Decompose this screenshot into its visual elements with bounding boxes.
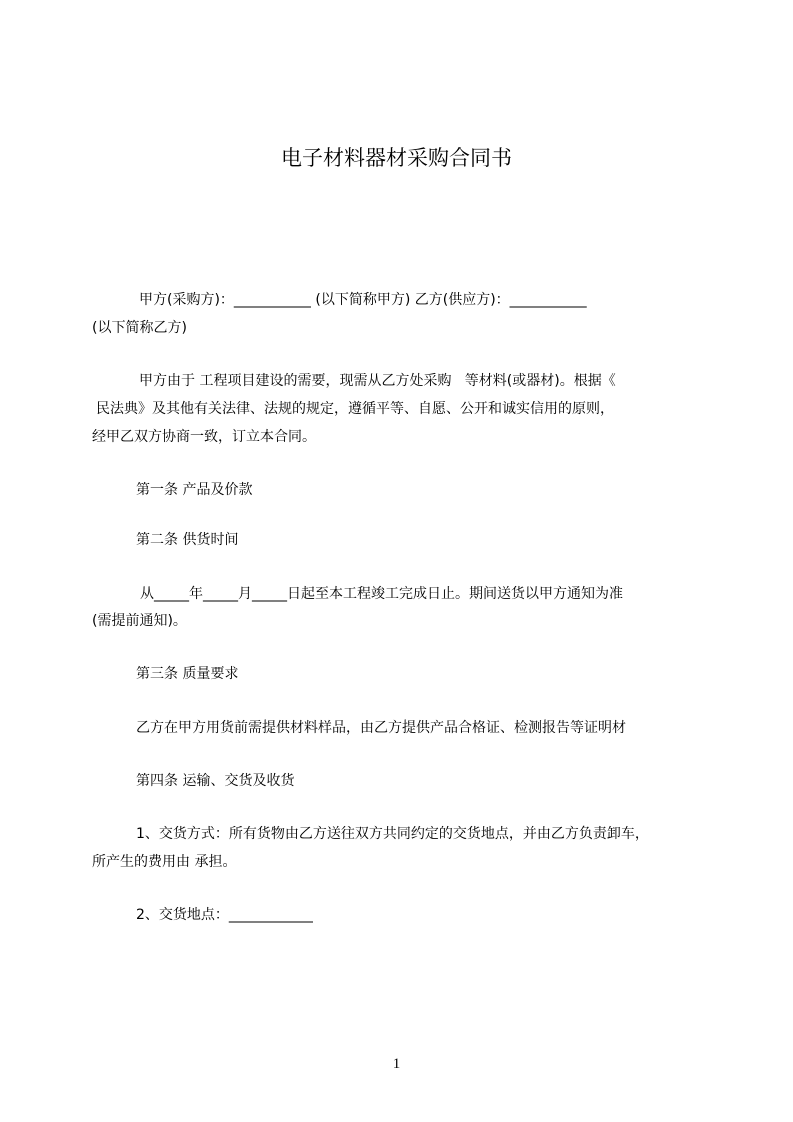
delivery-location-line: 2、交货地点：____________ xyxy=(136,907,313,923)
page-number: 1 xyxy=(392,1056,401,1072)
article-3-heading: 第三条 质量要求 xyxy=(136,666,239,682)
article-2-heading: 第二条 供货时间 xyxy=(136,532,239,548)
parties-line-cont: (以下简称乙方) xyxy=(92,320,187,336)
quality-line: 乙方在甲方用货前需提供材料样品，由乙方提供产品合格证、检测报告等证明材 xyxy=(136,720,626,736)
document-title: 电子材料器材采购合同书 xyxy=(281,146,512,170)
parties-line: 甲方(采购方)：___________ (以下简称甲方) 乙方(供应方)：___________ xyxy=(139,292,587,308)
article-4-heading: 第四条 运输、交货及收货 xyxy=(136,773,295,789)
supply-time-line-cont: (需提前通知)。 xyxy=(92,613,187,629)
delivery-method-line: 1、交货方式：所有货物由乙方送往双方共同约定的交货地点，并由乙方负责卸车， xyxy=(136,826,649,842)
supply-time-line: 从_____年_____月_____日起至本工程竣工完成日止。期间送货以甲方通知为准 xyxy=(140,586,623,602)
preamble-line: 经甲乙双方协商一致，订立本合同。 xyxy=(92,429,316,445)
preamble-line: 民法典》及其他有关法律、法规的规定，遵循平等、自愿、公开和诚实信用的原则， xyxy=(96,401,614,417)
preamble-line: 甲方由于 工程项目建设的需要，现需从乙方处采购 等材料(或器材)。根据《 xyxy=(139,373,616,389)
article-1-heading: 第一条 产品及价款 xyxy=(136,482,253,498)
delivery-method-line-cont: 所产生的费用由 承担。 xyxy=(92,854,237,870)
